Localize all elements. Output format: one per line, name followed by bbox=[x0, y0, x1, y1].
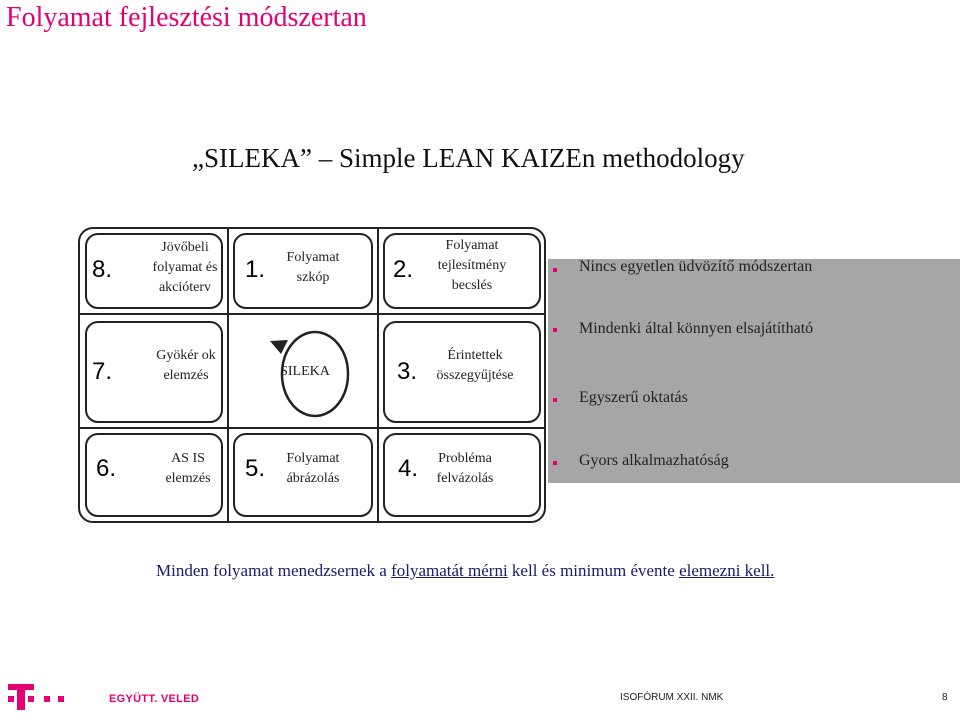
step-label-2: Folyamat tejlesítmény becslés bbox=[437, 238, 507, 293]
bullet-icon bbox=[553, 268, 557, 272]
step-label-5: Folyamat ábrázolás bbox=[286, 451, 340, 486]
step-number-2: 2. bbox=[393, 256, 414, 283]
step-label-6: AS IS elemzés bbox=[165, 451, 211, 486]
benefit-item: Mindenki által könnyen elsajátítható bbox=[579, 320, 814, 337]
step-number-3: 3. bbox=[397, 358, 418, 385]
slide-title: Folyamat fejlesztési módszertan bbox=[6, 2, 367, 33]
footer-event: ISOFÓRUM XXII. NMK bbox=[620, 692, 724, 703]
step-label-1: Folyamat szkóp bbox=[286, 250, 340, 285]
slide-subtitle: „SILEKA” – Simple LEAN KAIZEn methodology bbox=[192, 143, 745, 173]
step-label-8: Jövőbeli folyamat és akcióterv bbox=[152, 240, 218, 295]
step-label-3: Érintettek összegyűjtése bbox=[436, 348, 514, 383]
benefit-item: Egyszerű oktatás bbox=[579, 389, 688, 406]
step-number-8: 8. bbox=[92, 256, 113, 283]
step-number-4: 4. bbox=[398, 455, 419, 482]
bullet-icon bbox=[553, 328, 557, 332]
step-number-1: 1. bbox=[245, 256, 266, 283]
bullet-icon bbox=[553, 461, 557, 465]
footer-slogan: EGYÜTT. VELED bbox=[109, 693, 200, 705]
step-label-7: Gyökér ok elemzés bbox=[156, 348, 216, 383]
step-number-6: 6. bbox=[96, 455, 117, 482]
step-number-5: 5. bbox=[245, 455, 266, 482]
benefit-item: Gyors alkalmazhatóság bbox=[579, 452, 729, 469]
benefit-item: Nincs egyetlen üdvözítő módszertan bbox=[579, 258, 813, 275]
step-number-7: 7. bbox=[92, 358, 113, 385]
bottom-statement: Minden folyamat menedzsernek a folyamatát mérni kell és minimum évente elemezni kell. bbox=[156, 561, 775, 580]
telekom-logo-icon bbox=[6, 684, 70, 712]
step-label-4: Probléma felvázolás bbox=[436, 451, 494, 486]
cycle-center-label: SILEKA bbox=[280, 364, 330, 379]
bullet-icon bbox=[553, 398, 557, 402]
page-number: 8 bbox=[942, 692, 948, 703]
benefits-panel bbox=[548, 259, 960, 483]
